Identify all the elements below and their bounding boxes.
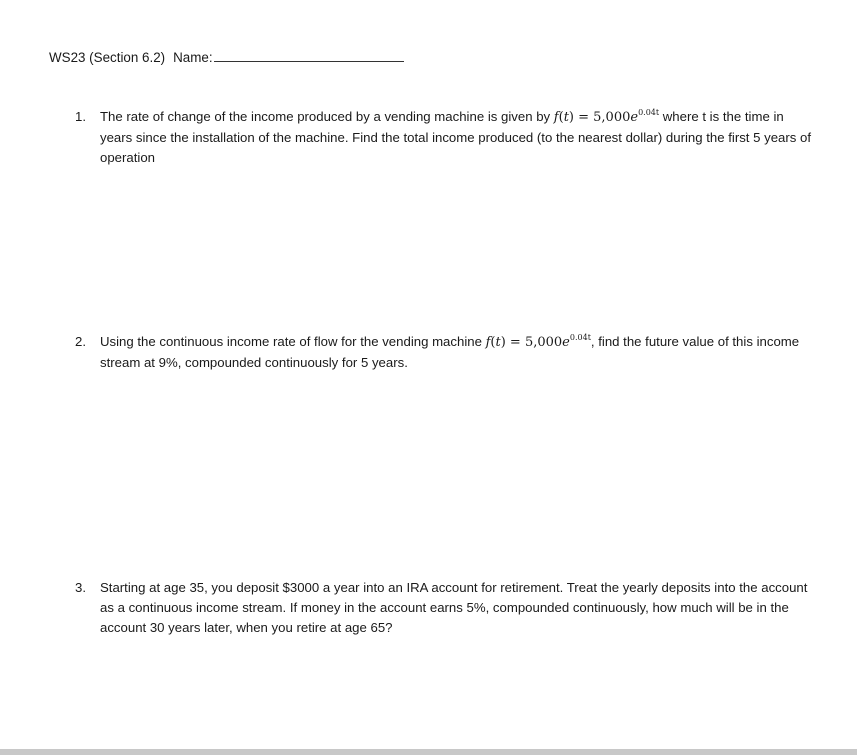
problem-1 xyxy=(75,107,815,168)
exponent: 0.04t xyxy=(569,333,591,342)
problem-text xyxy=(100,578,812,638)
paren-open: ( xyxy=(490,335,496,350)
function-symbol: f xyxy=(553,110,559,125)
euler-e: e xyxy=(562,335,570,350)
function-symbol: f xyxy=(485,335,491,350)
variable-t: t xyxy=(563,110,569,125)
problem-text-part: , find the future value of this income stream at 9%, compounded continuously for 5 years. xyxy=(100,334,800,370)
problem-text-part: Using the continuous income rate of flow for the vending machine xyxy=(100,334,486,349)
paren-open: ( xyxy=(558,110,564,125)
problem-text-part: Starting at age 35, you deposit $3000 a year into an IRA account for retirement. Treat the yearly deposits into the account as a continuous income stream. If money in the account earns 5%, compounded continuously, how much will be in the account 30 years later, when you retire at age 65? xyxy=(100,580,808,635)
function-value: ) = 5,000 xyxy=(568,110,631,125)
problem-text-part: where t is the time in years since the installation of the machine. Find the total income produced (to the nearest dollar) during the first 5 years of operation xyxy=(100,109,812,165)
bottom-scrollbar-edge xyxy=(0,749,857,755)
problem-text xyxy=(100,332,812,373)
variable-t: t xyxy=(495,335,501,350)
euler-e: e xyxy=(630,110,639,125)
problem-text xyxy=(100,107,812,168)
exponent: 0.04t xyxy=(638,108,660,117)
problem-3 xyxy=(75,578,815,638)
problem-number: 1. xyxy=(75,109,86,124)
problem-text-part: The rate of change of the income produced by a vending machine is given by xyxy=(100,109,554,124)
name-label: Name: xyxy=(173,50,213,65)
problem-number: 2. xyxy=(75,334,86,349)
worksheet-header xyxy=(49,48,404,68)
worksheet-title: WS23 (Section 6.2) xyxy=(49,50,166,65)
problem-number: 3. xyxy=(75,580,86,595)
function-value: ) = 5,000 xyxy=(500,335,563,350)
name-blank-line xyxy=(214,49,404,62)
problem-2 xyxy=(75,332,815,373)
